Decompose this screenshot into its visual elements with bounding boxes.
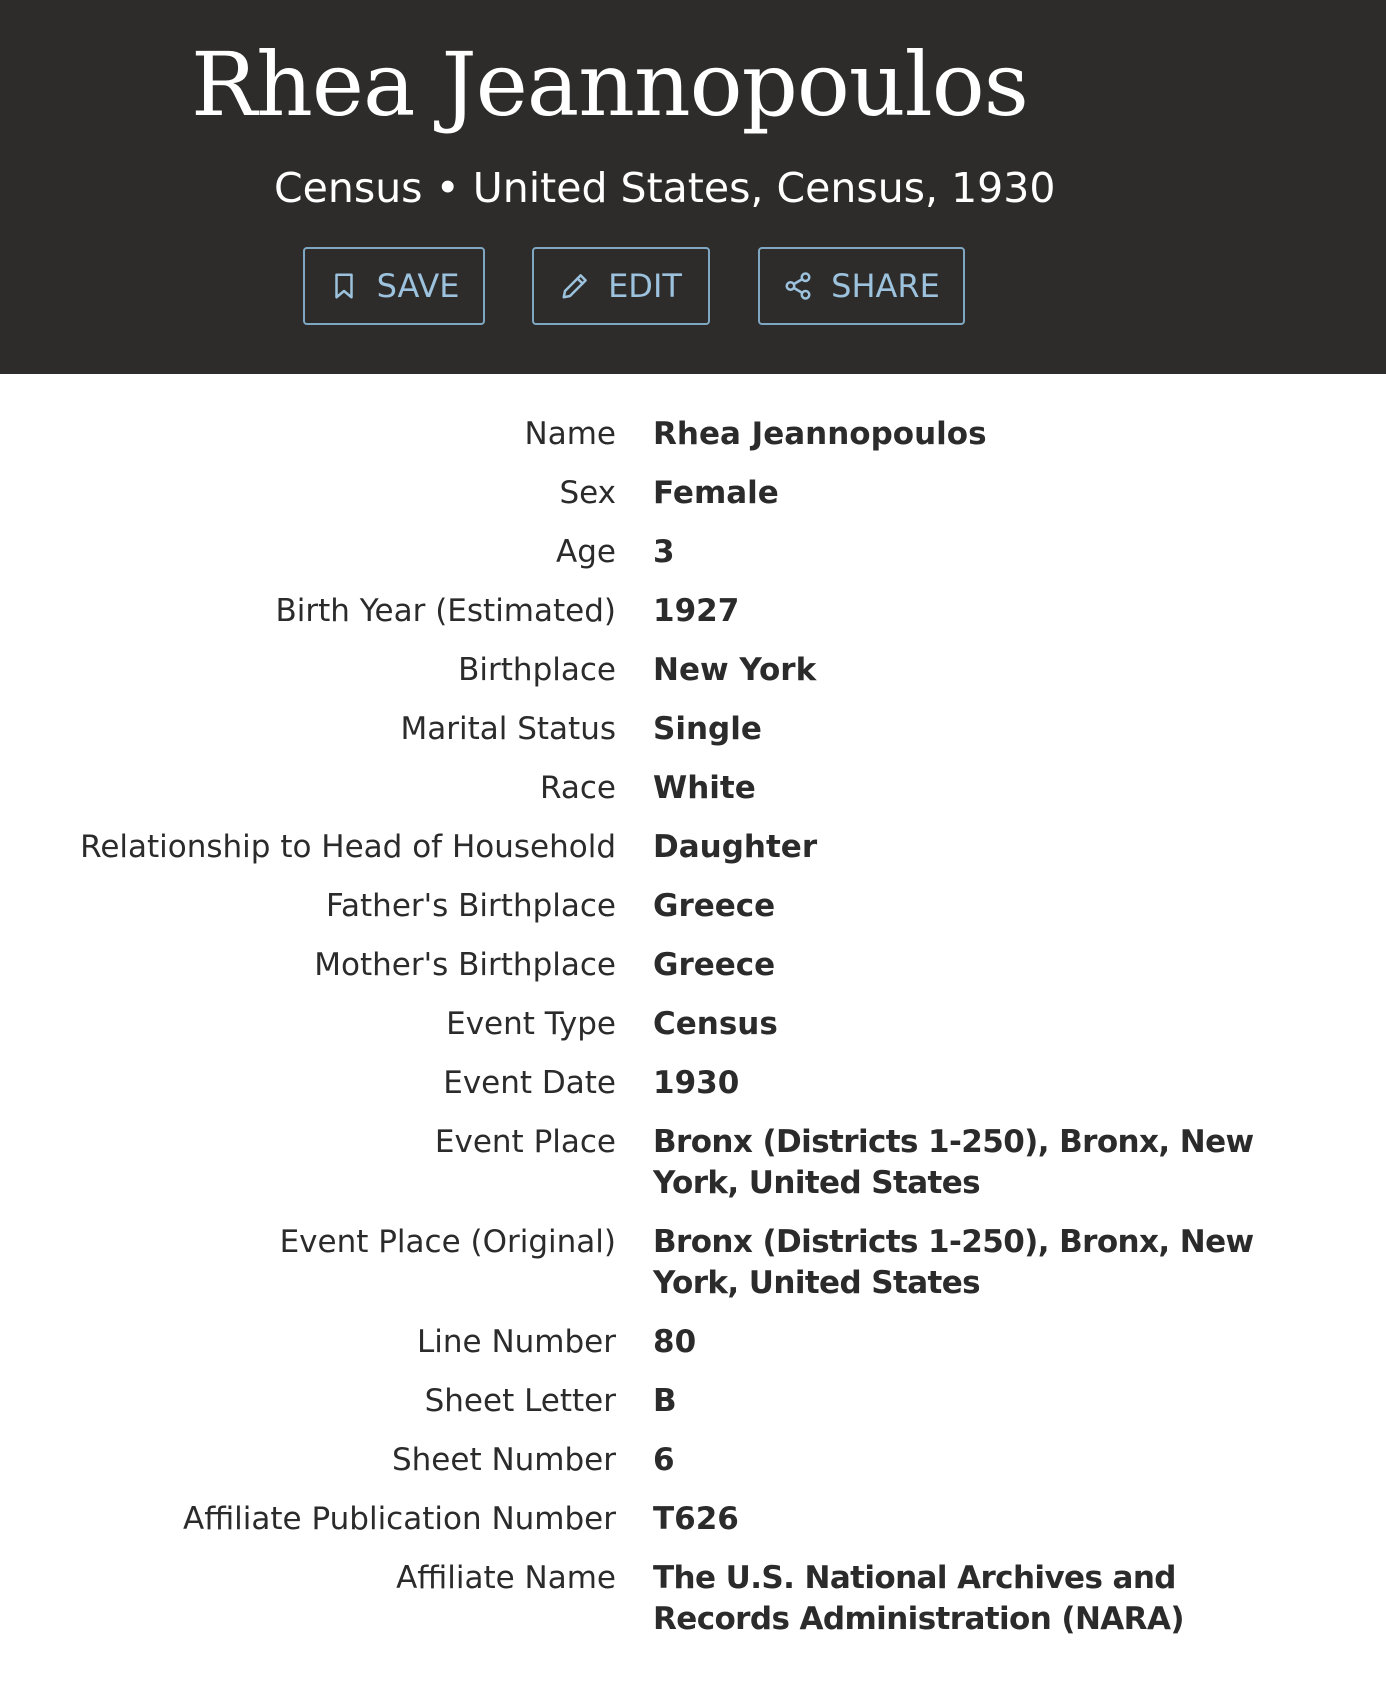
share-button-label: SHARE bbox=[831, 267, 940, 305]
detail-row-line-number bbox=[0, 1322, 1386, 1363]
detail-row-event-place-original bbox=[0, 1222, 1386, 1304]
detail-label: Birth Year (Estimated) bbox=[275, 593, 616, 629]
record-header bbox=[0, 0, 1386, 374]
detail-value: White bbox=[653, 770, 756, 806]
detail-label: Birthplace bbox=[458, 652, 616, 688]
record-details bbox=[0, 414, 1386, 1658]
detail-value: 6 bbox=[653, 1442, 675, 1478]
detail-row-event-place bbox=[0, 1122, 1386, 1204]
detail-row-birth-year bbox=[0, 591, 1386, 632]
detail-row-affiliate-publication-number bbox=[0, 1499, 1386, 1540]
bookmark-icon bbox=[329, 271, 359, 301]
detail-label: Event Date bbox=[443, 1065, 616, 1101]
detail-label: Father's Birthplace bbox=[326, 888, 616, 924]
detail-row-fathers-birthplace bbox=[0, 886, 1386, 927]
detail-label: Affiliate Publication Number bbox=[183, 1501, 616, 1537]
detail-row-sex bbox=[0, 473, 1386, 514]
detail-value: Female bbox=[653, 475, 779, 511]
edit-button[interactable] bbox=[532, 247, 710, 325]
detail-label: Name bbox=[524, 416, 616, 452]
detail-label: Marital Status bbox=[400, 711, 616, 747]
detail-label: Age bbox=[556, 534, 616, 570]
save-button-label: SAVE bbox=[376, 267, 460, 305]
detail-value: 3 bbox=[653, 534, 675, 570]
detail-row-sheet-letter bbox=[0, 1381, 1386, 1422]
detail-row-race bbox=[0, 768, 1386, 809]
detail-value: Census bbox=[653, 1006, 778, 1042]
share-icon bbox=[783, 271, 813, 301]
detail-label: Line Number bbox=[417, 1324, 616, 1360]
detail-row-mothers-birthplace bbox=[0, 945, 1386, 986]
detail-row-marital-status bbox=[0, 709, 1386, 750]
detail-label: Race bbox=[540, 770, 616, 806]
detail-value: The U.S. National Archives and Records Administration (NARA) bbox=[653, 1560, 1184, 1637]
person-name-title: Rhea Jeannopoulos bbox=[191, 33, 1028, 136]
detail-row-event-type bbox=[0, 1004, 1386, 1045]
detail-value: Bronx (Districts 1-250), Bronx, New York, United States bbox=[653, 1124, 1254, 1201]
detail-value: Bronx (Districts 1-250), Bronx, New York, United States bbox=[653, 1224, 1254, 1301]
detail-value: 80 bbox=[653, 1324, 697, 1360]
detail-row-relationship bbox=[0, 827, 1386, 868]
detail-value: Single bbox=[653, 711, 762, 747]
detail-label: Event Place bbox=[434, 1124, 616, 1160]
detail-label: Sheet Letter bbox=[424, 1383, 616, 1419]
detail-label: Event Place (Original) bbox=[279, 1224, 616, 1260]
pencil-icon bbox=[560, 271, 590, 301]
detail-label: Affiliate Name bbox=[396, 1560, 616, 1596]
detail-value: Rhea Jeannopoulos bbox=[653, 416, 987, 452]
detail-label: Sheet Number bbox=[391, 1442, 616, 1478]
detail-row-name bbox=[0, 414, 1386, 455]
detail-value: 1927 bbox=[653, 593, 740, 629]
record-collection-subtitle: Census • United States, Census, 1930 bbox=[274, 164, 1056, 212]
detail-row-birthplace bbox=[0, 650, 1386, 691]
detail-label: Relationship to Head of Household bbox=[80, 829, 616, 865]
detail-value: 1930 bbox=[653, 1065, 740, 1101]
detail-value: Greece bbox=[653, 888, 776, 924]
detail-label: Sex bbox=[559, 475, 616, 511]
detail-value: T626 bbox=[653, 1501, 739, 1537]
detail-row-age bbox=[0, 532, 1386, 573]
save-button[interactable] bbox=[303, 247, 485, 325]
detail-value: New York bbox=[653, 652, 817, 688]
detail-row-affiliate-name bbox=[0, 1558, 1386, 1640]
detail-value: Greece bbox=[653, 947, 776, 983]
detail-value: B bbox=[653, 1383, 677, 1419]
detail-value: Daughter bbox=[653, 829, 818, 865]
detail-label: Mother's Birthplace bbox=[314, 947, 616, 983]
detail-label: Event Type bbox=[446, 1006, 616, 1042]
edit-button-label: EDIT bbox=[608, 267, 682, 305]
share-button[interactable] bbox=[758, 247, 965, 325]
detail-row-event-date bbox=[0, 1063, 1386, 1104]
detail-row-sheet-number bbox=[0, 1440, 1386, 1481]
